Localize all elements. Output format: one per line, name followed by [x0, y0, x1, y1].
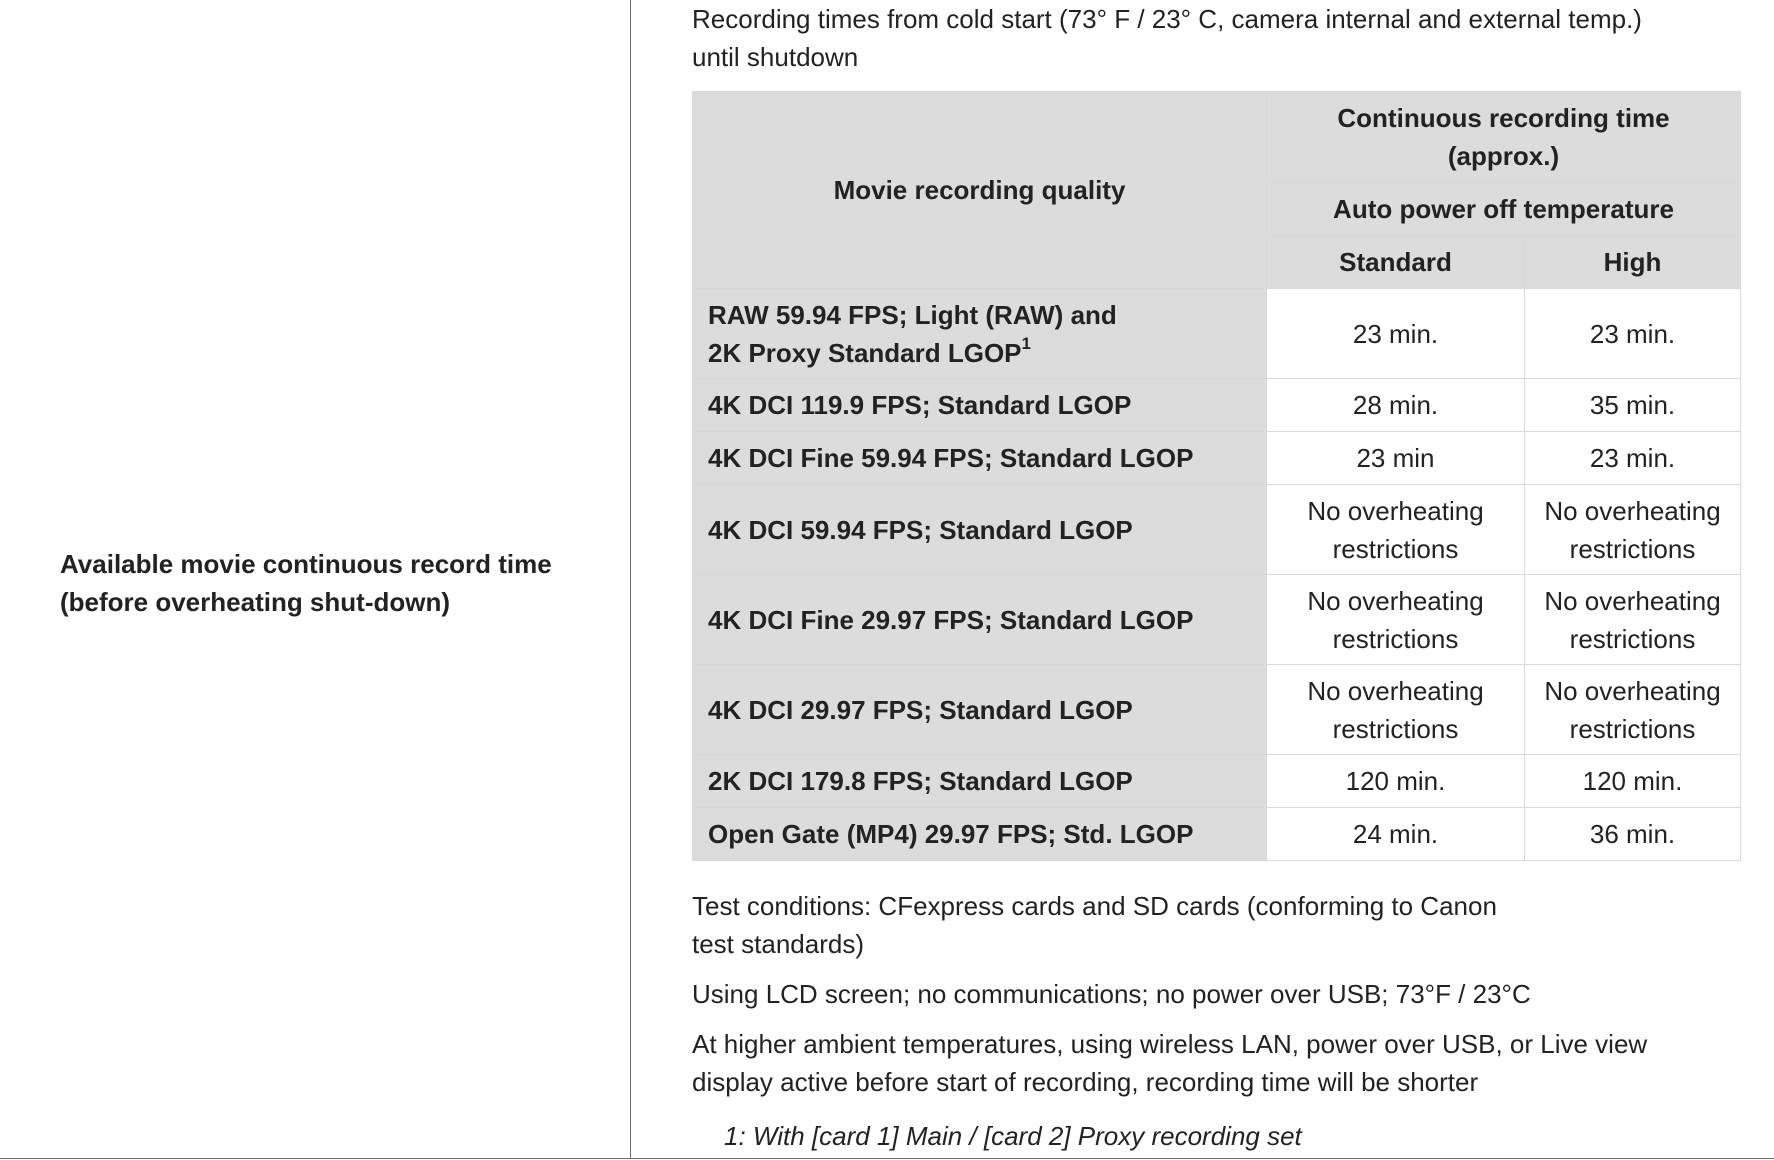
table-row [693, 379, 1741, 432]
header-auto-power-off: Auto power off temperature [1267, 183, 1741, 236]
row-quality: Open Gate (MP4) 29.97 FPS; Std. LGOP [693, 808, 1267, 861]
row-high-line2: restrictions [1569, 713, 1696, 744]
row-standard-line2: restrictions [1332, 533, 1459, 564]
row-standard [1267, 575, 1525, 665]
row-standard: 24 min. [1267, 808, 1525, 861]
header-standard: Standard [1267, 236, 1525, 289]
header-movie-quality: Movie recording quality [693, 92, 1267, 289]
row-high: 35 min. [1525, 379, 1741, 432]
lcd-conditions: Using LCD screen; no communications; no power over USB; 73°F / 23°C [692, 979, 1531, 1009]
table-row [693, 289, 1741, 379]
row-quality: 2K DCI 179.8 FPS; Standard LGOP [693, 755, 1267, 808]
row-standard: 23 min [1267, 432, 1525, 485]
row-high [1525, 485, 1741, 575]
row-high: 120 min. [1525, 755, 1741, 808]
bottom-divider [0, 1158, 1774, 1159]
row-high [1525, 575, 1741, 665]
header-continuous-line2: (approx.) [1447, 141, 1560, 171]
ambient-note-line1: At higher ambient temperatures, using wireless LAN, power over USB, or Live view [692, 1029, 1648, 1059]
header-high: High [1525, 236, 1741, 289]
footnote-marker: 1 [1021, 333, 1031, 353]
notes [692, 887, 1742, 1155]
spec-label-cell [0, 0, 631, 1158]
row-standard-line1: No overheating [1307, 585, 1484, 616]
test-conditions [692, 887, 1742, 963]
row-standard-line2: restrictions [1332, 713, 1459, 744]
spec-label-line1: Available movie continuous record time [60, 549, 552, 579]
row-quality [693, 289, 1267, 379]
row-standard-line2: restrictions [1332, 623, 1459, 654]
footnote: 1: With [card 1] Main / [card 2] Proxy recording set [724, 1121, 1302, 1151]
table-row [693, 665, 1741, 755]
table-row [693, 485, 1741, 575]
intro-line1: Recording times from cold start (73° F / 23° C, camera internal and external temp.) [692, 4, 1642, 34]
ambient-note [692, 1025, 1742, 1101]
row-quality-line2: 2K Proxy Standard LGOP [708, 337, 1022, 368]
table-row [693, 755, 1741, 808]
header-continuous-line1: Continuous recording time [1337, 103, 1670, 133]
row-standard: 28 min. [1267, 379, 1525, 432]
row-high-line1: No overheating [1544, 675, 1721, 706]
row-quality-line1: RAW 59.94 FPS; Light (RAW) and [708, 299, 1117, 330]
table-row [693, 808, 1741, 861]
row-high-line1: No overheating [1544, 585, 1721, 616]
spec-label-line2: (before overheating shut-down) [60, 587, 450, 617]
row-standard: 120 min. [1267, 755, 1525, 808]
row-standard [1267, 485, 1525, 575]
spec-label [60, 545, 552, 621]
row-high-line2: restrictions [1569, 623, 1696, 654]
recording-time-table [692, 91, 1741, 861]
row-standard: 23 min. [1267, 289, 1525, 379]
row-high-line1: No overheating [1544, 495, 1721, 526]
intro-line2: until shutdown [692, 42, 859, 72]
row-quality: 4K DCI Fine 29.97 FPS; Standard LGOP [693, 575, 1267, 665]
row-high [1525, 665, 1741, 755]
row-standard [1267, 665, 1525, 755]
header-continuous-time [1267, 92, 1741, 183]
spec-value-cell [692, 0, 1742, 1155]
row-quality: 4K DCI 29.97 FPS; Standard LGOP [693, 665, 1267, 755]
intro-text [692, 0, 1742, 76]
row-high: 23 min. [1525, 432, 1741, 485]
row-high: 36 min. [1525, 808, 1741, 861]
row-high-line2: restrictions [1569, 533, 1696, 564]
row-high: 23 min. [1525, 289, 1741, 379]
row-quality: 4K DCI 59.94 FPS; Standard LGOP [693, 485, 1267, 575]
row-quality: 4K DCI 119.9 FPS; Standard LGOP [693, 379, 1267, 432]
row-standard-line1: No overheating [1307, 675, 1484, 706]
ambient-note-line2: display active before start of recording, recording time will be shorter [692, 1067, 1479, 1097]
row-quality: 4K DCI Fine 59.94 FPS; Standard LGOP [693, 432, 1267, 485]
test-conditions-line2: test standards) [692, 929, 864, 959]
test-conditions-line1: Test conditions: CFexpress cards and SD cards (conforming to Canon [692, 891, 1497, 921]
row-standard-line1: No overheating [1307, 495, 1484, 526]
table-row [693, 432, 1741, 485]
table-row [693, 575, 1741, 665]
